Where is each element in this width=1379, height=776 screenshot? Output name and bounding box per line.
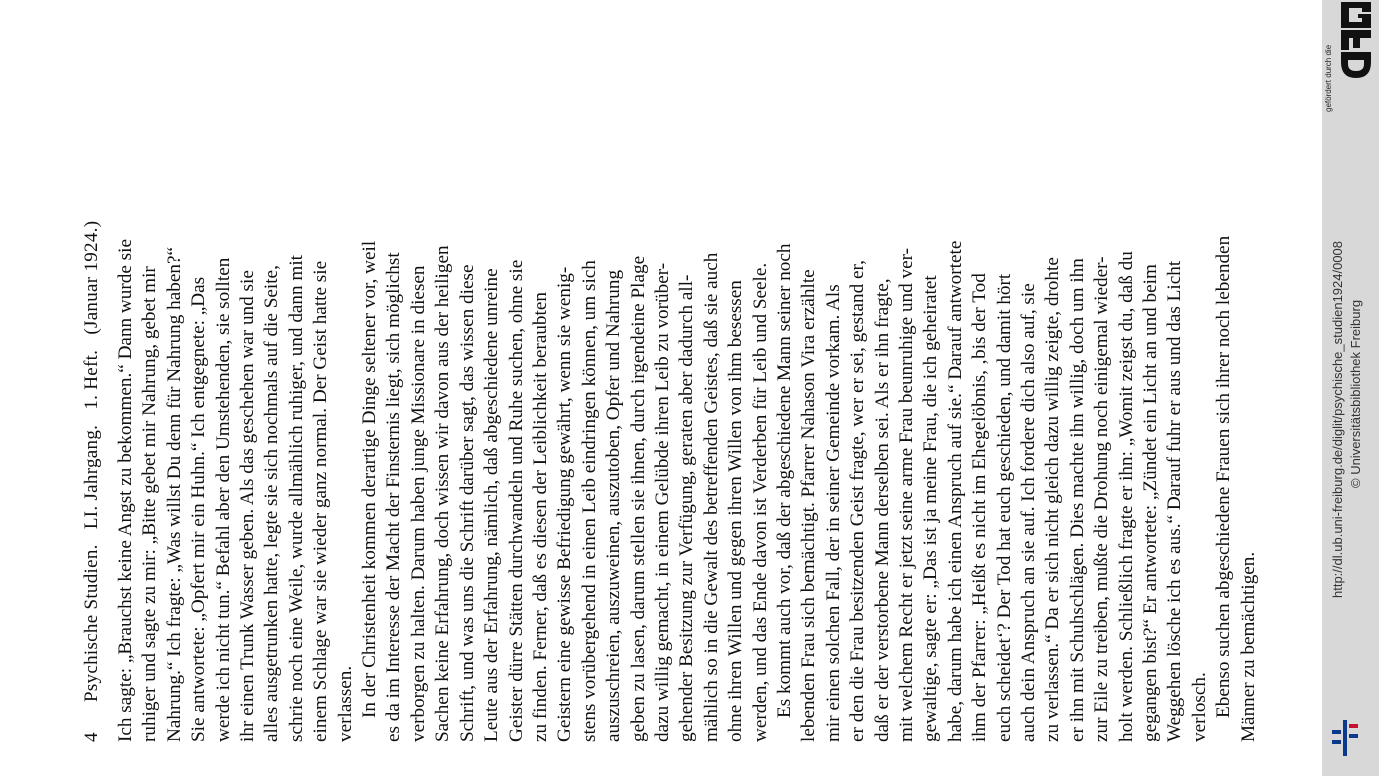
- text-line: zu verlassen.“ Da er sich nicht gleich dazu willig zeigte, drohte: [1042, 257, 1064, 742]
- text-line: er den die Frau besitzenden Geist fragte, wer er sei, gestand er,: [847, 260, 869, 742]
- text-line: lebenden Frau sich bemächtigt. Pfarrer Nahason Vira erzählte: [798, 269, 820, 742]
- text-line: geben zu lasen, darum stellen sie ihnen, durch irgendeine Plage: [627, 255, 649, 742]
- text-line: Nahrung.“ Ich fragte: „Was willst Du denn für Nahrung haben?“: [163, 246, 185, 742]
- text-line: Schrift, und was uns die Schrift darüber sagt, das wissen diese: [456, 264, 478, 742]
- text-line: Geistern eine gewisse Befriedigung gewährt, wenn sie wenig-: [554, 266, 576, 742]
- text-line: Ich sagte: „Brauchst keine Angst zu bekommen.“ Dann wurde sie: [115, 239, 136, 742]
- text-line: Leute aus der Erfahrung, nämlich, daß abgeschiedene unreine: [481, 268, 503, 742]
- text-line: auch dein Anspruch an sie auf. Ich fordere dich also auf, sie: [1018, 283, 1040, 742]
- text-line: einem Schlage war sie wieder ganz normal. Der Geist hatte sie: [310, 260, 332, 742]
- text-line: zur Eile zu treiben, mußte die Drohung noch einigemal wieder-: [1091, 256, 1113, 742]
- scanned-page: [80, 42, 1259, 742]
- text-line: Männer zu bemächtigen.: [1237, 551, 1259, 742]
- text-line: mir einen solchen Fall, der in seiner Gemeinde vorkam. Als: [822, 284, 844, 742]
- text-line: alles ausgetrunken hatte, legte sie sich nochmals auf die Seite,: [261, 265, 283, 742]
- page-header: [80, 42, 114, 742]
- text-line: mit welchem Recht er jetzt seine arme Frau beunruhige und ver-: [896, 247, 917, 742]
- permalink-url[interactable]: http://dl.ub.uni-freiburg.de/diglit/psychische_studien1924/0008: [1330, 240, 1345, 598]
- text-line: verlassen.: [334, 665, 356, 742]
- text-line: gehender Besitzung zur Verfügung, geraten aber dadurch all-: [676, 274, 698, 742]
- text-line: gewaltige, sagte er: „Das ist ja meine Frau, die ich geheiratet: [920, 275, 942, 742]
- text-line: stens vorübergehend in einen Leib eindringen können, um sich: [578, 260, 600, 742]
- text-line: werde ich nicht tun.“ Befahl aber den Umstehenden, sie sollten: [212, 257, 234, 742]
- text-line: dazu willig gemacht, in einem Gelübde ihren Leib zu vorüber-: [651, 262, 673, 742]
- sidebar-strip: [1322, 0, 1379, 776]
- copyright-notice: © Universitätsbibliothek Freiburg: [1348, 299, 1363, 488]
- dfg-logo-icon: [1335, 0, 1379, 82]
- page-number: 4: [81, 732, 102, 742]
- text-line: euch scheidet‘? Der Tod hat euch geschieden, und damit hört: [993, 273, 1015, 742]
- text-line: werden, und das Ende davon ist Verderben für Leib und Seele.: [749, 262, 771, 742]
- text-line: verborgen zu halten. Darum haben junge Missionare in diesen: [407, 265, 429, 742]
- text-line: schrie noch eine Weile, wurde allmählich ruhiger, und dann mit: [285, 255, 307, 742]
- text-line: ihm der Pfarrer: „Heißt es nicht im Ehegelöbnis, ‚bis der Tod: [969, 273, 991, 742]
- text-line: Sie antwortete: „Opfert mir ein Huhn.“ Ich entgegnete: „Das: [188, 276, 210, 742]
- text-line: verlosch.: [1188, 672, 1210, 742]
- text-line: ihr einen Trunk Wasser geben. Als das geschehen war und sie: [237, 270, 259, 742]
- text-line: ohne ihren Willen und gegen ihren Willen von ihm besessen: [725, 280, 747, 742]
- text-line: daß er der verstorbene Mann derselben sei. Als er ihn fragte,: [871, 278, 893, 742]
- text-line: auszuschreien, auszuweinen, auszutoben, Opfer und Nahrung: [603, 269, 625, 742]
- text-line: ruhiger und sagte zu mir: „Bitte gebet mir Nahrung, gebet mir: [139, 266, 161, 742]
- text-line: Es kommt auch vor, daß der abgeschiedene Mann seiner noch: [773, 243, 795, 718]
- running-header: Psychische Studien. LI. Jahrgang. 1. Heft. (Januar 1924.): [81, 220, 102, 702]
- text-line: In der Christenheit kommen derartige Dinge seltener vor, weil: [359, 240, 381, 718]
- page-body-text: [114, 42, 1261, 742]
- text-line: holt werden. Schließlich fragte er ihn: „Womit zeigst du, daß du: [1115, 251, 1137, 742]
- text-line: zu finden. Ferner, daß es diesen der Leiblichkeit beraubten: [529, 292, 551, 742]
- dfg-caption: gefördert durch die: [1324, 44, 1333, 112]
- text-line: er ihn mit Schuhschlägen. Dies machte ihn willig, doch um ihn: [1066, 258, 1088, 742]
- text-line: mählich so in die Gewalt des betreffenden Geistes, daß sie auch: [700, 252, 722, 742]
- library-logo-icon: [1330, 718, 1360, 758]
- text-line: Sachen keine Erfahrung, doch wissen wir davon aus der heiligen: [432, 245, 454, 742]
- text-line: Ebenso suchen abgeschiedene Frauen sich ihrer noch lebenden: [1213, 235, 1235, 718]
- text-line: habe, darum habe ich einen Anspruch auf sie.“ Darauf antwortete: [944, 240, 966, 742]
- text-line: es da im Interesse der Macht der Finsternis liegt, sich möglichst: [383, 252, 405, 742]
- text-line: Weggehen lösche ich es aus.“ Darauf fuhr er aus und das Licht: [1164, 260, 1186, 742]
- text-line: Geister dürre Stätten durchwandeln und Ruhe suchen, ohne sie: [505, 259, 527, 742]
- text-line: gegangen bist?“ Er antwortete: „Zündet ein Licht an und beim: [1140, 264, 1162, 742]
